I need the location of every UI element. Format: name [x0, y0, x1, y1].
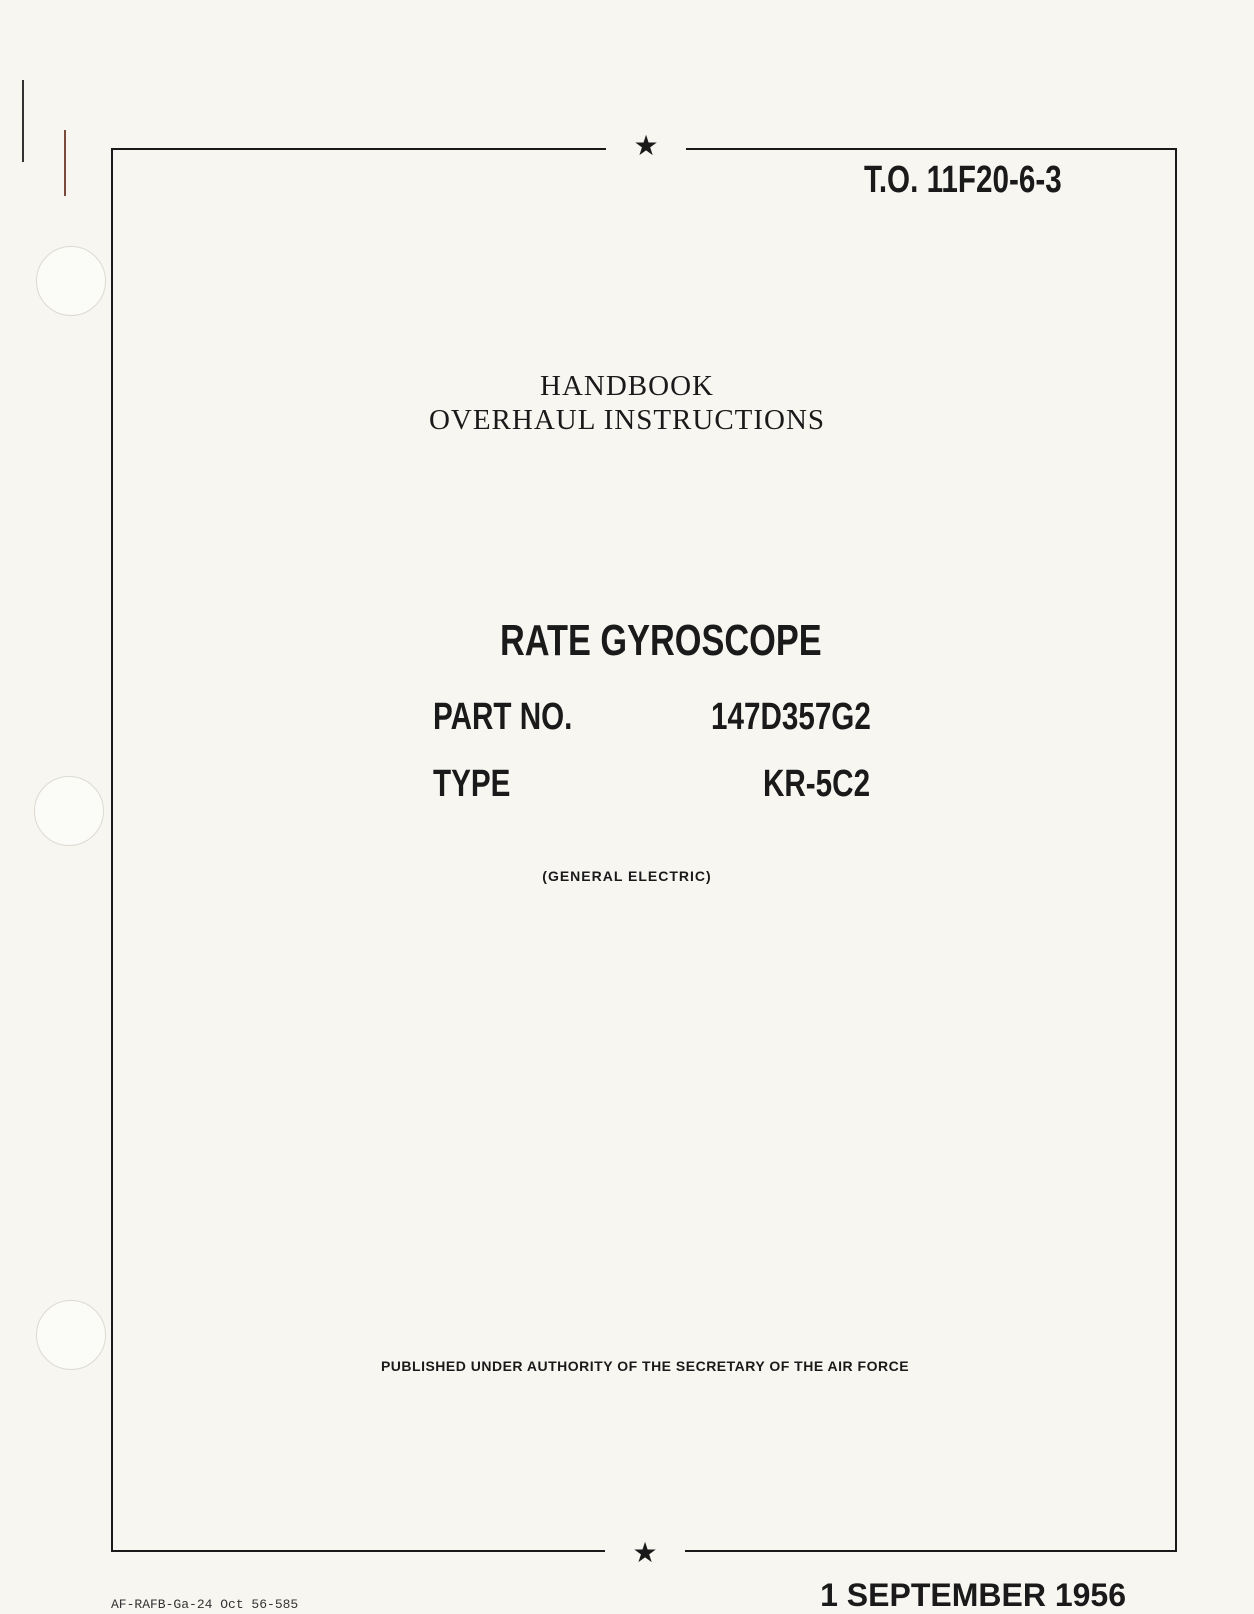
margin-mark: [22, 80, 24, 162]
type-value-wrap: [763, 762, 900, 806]
star-icon: ★: [605, 1538, 685, 1568]
print-code: AF-RAFB-Ga-24 Oct 56-585: [111, 1597, 299, 1612]
type-value: KR-5C2: [763, 763, 871, 805]
star-icon: ★: [606, 131, 686, 161]
to-number-wrap: [864, 158, 1117, 202]
manufacturer: (GENERAL ELECTRIC): [542, 868, 712, 884]
title-line-1: HANDBOOK: [540, 370, 714, 402]
part-number-value: 147D357G2: [711, 696, 871, 738]
subject-wrap: [500, 616, 912, 666]
punch-hole-top: [36, 246, 106, 316]
to-number: T.O. 11F20-6-3: [864, 159, 1062, 201]
page-border: [111, 148, 1177, 1552]
part-value-wrap: [711, 695, 916, 739]
part-number-label: PART NO.: [433, 696, 573, 738]
punch-hole-middle: [34, 776, 104, 846]
type-label: TYPE: [433, 763, 511, 805]
authority-statement: PUBLISHED UNDER AUTHORITY OF THE SECRETARY OF THE AIR FORCE: [380, 1358, 910, 1374]
title-line-2: OVERHAUL INSTRUCTIONS: [428, 404, 826, 436]
margin-mark: [64, 130, 66, 196]
type-label-wrap: [433, 762, 532, 806]
part-label-wrap: [433, 695, 612, 739]
subject-title: RATE GYROSCOPE: [500, 616, 822, 665]
publication-date: 1 SEPTEMBER 1956: [820, 1577, 1126, 1613]
